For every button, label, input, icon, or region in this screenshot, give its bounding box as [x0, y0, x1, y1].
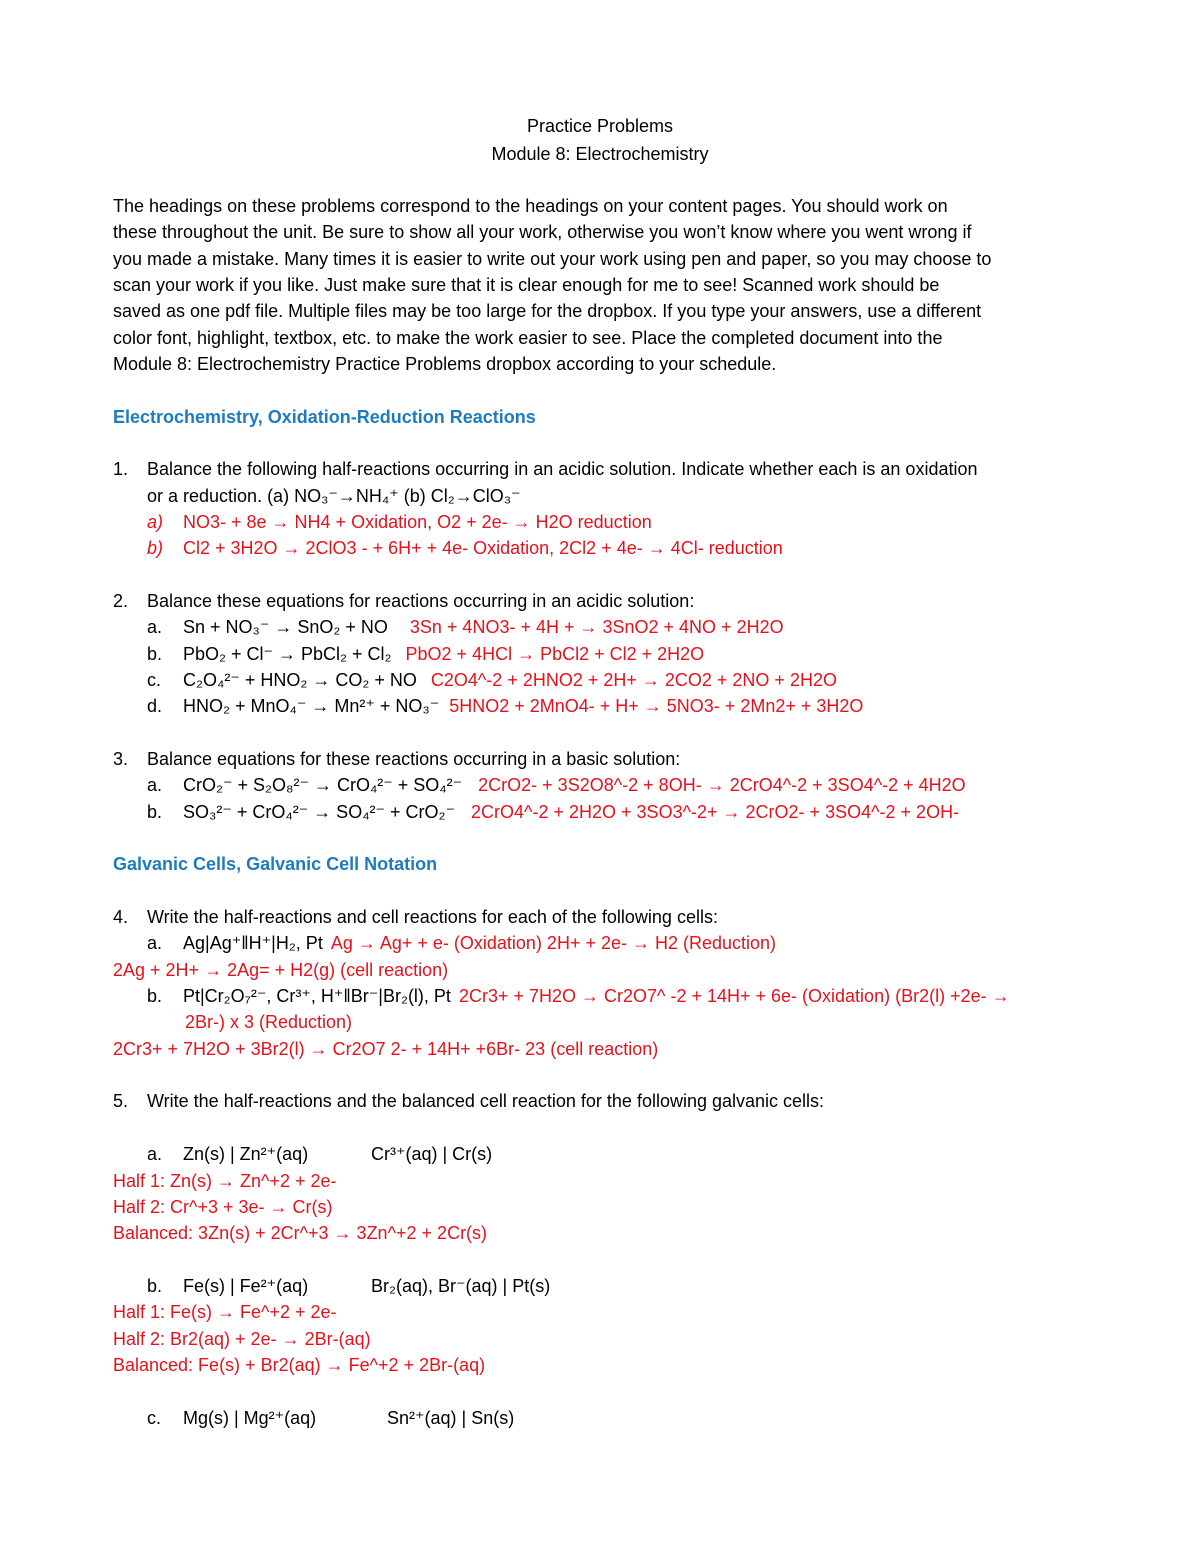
- answer-text: PbO2 + 4HCl → PbCl2 + Cl2 + 2H2O: [405, 644, 705, 664]
- item-label: b.: [147, 986, 163, 1006]
- cell-item: [147, 1141, 492, 1167]
- equation: CrO₂⁻ + S₂O₈²⁻ → CrO₄²⁻ + SO₄²⁻: [183, 775, 463, 795]
- cell-item: [147, 983, 1010, 1009]
- equation-item: [147, 799, 959, 825]
- page-title: Practice Problems: [526, 116, 674, 136]
- question-2: [113, 588, 694, 614]
- intro-line: The headings on these problems correspond to the headings on your content pages. You should work on: [113, 196, 948, 216]
- anode-notation: Zn(s) | Zn²⁺(aq): [183, 1144, 309, 1164]
- section-heading: Galvanic Cells, Galvanic Cell Notation: [113, 854, 438, 874]
- item-label: b.: [147, 644, 163, 664]
- cathode-notation: Sn²⁺(aq) | Sn(s): [387, 1408, 515, 1428]
- item-label: a.: [147, 617, 163, 637]
- answer-line: [147, 509, 652, 535]
- item-label: a.: [147, 933, 163, 953]
- half-reaction: Half 1: Fe(s) → Fe^+2 + 2e-: [113, 1302, 337, 1322]
- cell-item: [147, 930, 776, 956]
- anode-notation: Fe(s) | Fe²⁺(aq): [183, 1276, 309, 1296]
- equation: C₂O₄²⁻ + HNO₂ → CO₂ + NO: [183, 670, 417, 690]
- question-text-cont: or a reduction. (a) NO₃⁻→NH₄⁺ (b) Cl₂→ClO₃⁻: [147, 486, 521, 506]
- section-heading: Electrochemistry, Oxidation-Reduction Reactions: [113, 407, 536, 427]
- answer-label: a): [147, 512, 164, 532]
- question-number: 2.: [113, 591, 129, 611]
- answer-text: 2Cr3+ + 7H2O → Cr2O7^ -2 + 14H+ + 6e- (Oxidation) (Br2(l) +2e- →: [458, 986, 1010, 1006]
- half-reaction: Half 1: Zn(s) → Zn^+2 + 2e-: [113, 1171, 337, 1191]
- item-label: a.: [147, 775, 163, 795]
- intro-line: these throughout the unit. Be sure to show all your work, otherwise you won’t know where you went wrong if: [113, 222, 972, 242]
- answer-text-cont: 2Br-) x 3 (Reduction): [185, 1012, 353, 1032]
- item-label: b.: [147, 1276, 163, 1296]
- question-5: [113, 1088, 824, 1114]
- half-reaction: Half 2: Br2(aq) + 2e- → 2Br-(aq): [113, 1329, 371, 1349]
- answer-text: 5HNO2 + 2MnO4- + H+ → 5NO3- + 2Mn2+ + 3H2O: [449, 696, 864, 716]
- answer-text: Cl2 + 3H2O → 2ClO3 - + 6H+ + 4e- Oxidation, 2Cl2 + 4e- → 4Cl- reduction: [183, 538, 783, 558]
- item-label: c.: [147, 670, 162, 690]
- item-label: d.: [147, 696, 163, 716]
- answer-line: [147, 535, 783, 561]
- cell-item: [147, 1405, 514, 1431]
- item-label: a.: [147, 1144, 163, 1164]
- balanced-reaction: Balanced: Fe(s) + Br2(aq) → Fe^+2 + 2Br-(aq): [113, 1355, 486, 1375]
- equation-item: [147, 693, 863, 719]
- question-text: Balance these equations for reactions occurring in an acidic solution:: [147, 591, 695, 611]
- page-subtitle: Module 8: Electrochemistry: [491, 144, 709, 164]
- question-1: [113, 456, 978, 482]
- answer-text: C2O4^-2 + 2HNO2 + 2H+ → 2CO2 + 2NO + 2H2O: [430, 670, 837, 690]
- cell-item: [147, 1273, 550, 1299]
- intro-line: color font, highlight, textbox, etc. to make the work easier to see. Place the completed document into the: [113, 328, 943, 348]
- question-4: [113, 904, 718, 930]
- cathode-notation: Br₂(aq), Br⁻(aq) | Pt(s): [371, 1276, 551, 1296]
- answer-text: 2CrO4^-2 + 2H2O + 3SO3^-2+ → 2CrO2- + 3SO4^-2 + 2OH-: [471, 802, 960, 822]
- equation: Sn + NO₃⁻ → SnO₂ + NO: [183, 617, 388, 637]
- equation-item: [147, 772, 966, 798]
- equation-item: [147, 614, 784, 640]
- answer-text: Ag → Ag+ + e- (Oxidation) 2H+ + 2e- → H2 (Reduction): [330, 933, 777, 953]
- intro-line: you made a mistake. Many times it is easier to write out your work using pen and paper, so you may choose to: [113, 249, 992, 269]
- intro-line: scan your work if you like. Just make sure that it is clear enough for me to see! Scanned work should be: [113, 275, 940, 295]
- equation: SO₃²⁻ + CrO₄²⁻ → SO₄²⁻ + CrO₂⁻: [183, 802, 456, 822]
- question-3: [113, 746, 680, 772]
- equation-item: [147, 641, 704, 667]
- answer-text: NO3- + 8e → NH4 + Oxidation, O2 + 2e- → H2O reduction: [183, 512, 652, 532]
- anode-notation: Mg(s) | Mg²⁺(aq): [183, 1408, 317, 1428]
- answer-label: b): [147, 538, 164, 558]
- item-label: b.: [147, 802, 163, 822]
- answer-text: 3Sn + 4NO3- + 4H + → 3SnO2 + 4NO + 2H2O: [409, 617, 784, 637]
- intro-line: Module 8: Electrochemistry Practice Problems dropbox according to your schedule.: [113, 354, 777, 374]
- question-text: Write the half-reactions and cell reactions for each of the following cells:: [147, 907, 718, 927]
- balanced-reaction: Balanced: 3Zn(s) + 2Cr^+3 → 3Zn^+2 + 2Cr(s): [113, 1223, 488, 1243]
- question-number: 4.: [113, 907, 129, 927]
- equation: PbO₂ + Cl⁻ → PbCl₂ + Cl₂: [183, 644, 392, 664]
- item-label: c.: [147, 1408, 162, 1428]
- answer-text: 2CrO2- + 3S2O8^-2 + 8OH- → 2CrO4^-2 + 3SO4^-2 + 4H2O: [478, 775, 966, 795]
- cathode-notation: Cr³⁺(aq) | Cr(s): [371, 1144, 493, 1164]
- equation: HNO₂ + MnO₄⁻ → Mn²⁺ + NO₃⁻: [183, 696, 440, 716]
- intro-line: saved as one pdf file. Multiple files may be too large for the dropbox. If you type your answers, use a different: [113, 301, 982, 321]
- cell-reaction: 2Ag + 2H+ → 2Ag= + H2(g) (cell reaction): [113, 960, 449, 980]
- question-number: 1.: [113, 459, 129, 479]
- question-text: Balance the following half-reactions occurring in an acidic solution. Indicate whether each is an oxidation: [147, 459, 978, 479]
- cell-notation: Ag|Ag⁺‖H⁺|H₂, Pt: [183, 933, 323, 953]
- cell-notation: Pt|Cr₂O₇²⁻, Cr³⁺, H⁺‖Br⁻|Br₂(l), Pt: [183, 986, 451, 1006]
- equation-item: [147, 667, 837, 693]
- question-text: Write the half-reactions and the balanced cell reaction for the following galvanic cells:: [147, 1091, 825, 1111]
- question-number: 3.: [113, 749, 129, 769]
- question-text: Balance equations for these reactions occurring in a basic solution:: [147, 749, 681, 769]
- question-number: 5.: [113, 1091, 129, 1111]
- half-reaction: Half 2: Cr^+3 + 3e- → Cr(s): [113, 1197, 333, 1217]
- cell-reaction: 2Cr3+ + 7H2O + 3Br2(l) → Cr2O7 2- + 14H+ +6Br- 23 (cell reaction): [113, 1039, 659, 1059]
